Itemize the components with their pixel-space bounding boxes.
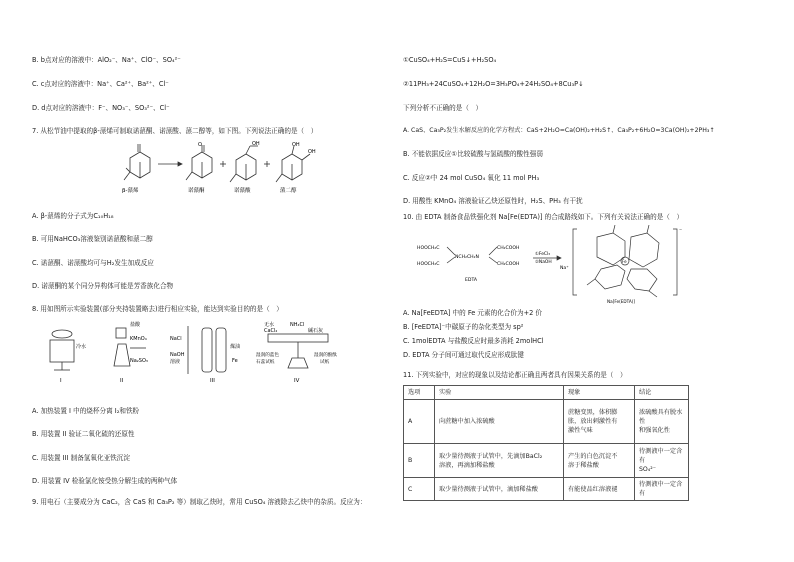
q7-label-nopinic-acid: 诺蒎酸 bbox=[234, 188, 251, 194]
q10-option-c: C. 1molEDTA 与盐酸反应时最多消耗 2molHCl bbox=[403, 337, 544, 345]
q8-option-a: A. 加热装置 I 中的烧杯分离 I₂和铁粉 bbox=[32, 407, 140, 415]
table-cell-line: 激性气味 bbox=[568, 427, 593, 434]
table-header-cell: 实验 bbox=[435, 386, 564, 400]
q9-option-a: A. CaS、Ca₃P₂发生水解反应的化学方程式：CaS+2H₂O=Ca(OH)₂+H₂S↑、Ca₃P₂+6H₂O=3Ca(OH)₂+2PH₃↑ bbox=[403, 127, 715, 134]
q8-label-nh4cl: NH₄Cl bbox=[290, 322, 305, 328]
table-cell-observation bbox=[564, 478, 635, 501]
table-row bbox=[404, 444, 689, 478]
q8-roman-3: III bbox=[210, 378, 215, 384]
q8-option-c: C. 用装置 III 制备氢氧化亚铁沉淀 bbox=[32, 454, 130, 462]
table-cell-line: 溶液，再滴加稀盐酸 bbox=[439, 461, 495, 469]
table-cell-conclusion bbox=[635, 444, 689, 478]
q7-reaction-figure bbox=[112, 140, 322, 202]
table-cell-observation bbox=[564, 400, 635, 444]
q9-option-c: C. 反应②中 24 mol CuSO₄ 氧化 11 mol PH₃ bbox=[403, 174, 540, 182]
q6-option-d: D. d点对应的溶液中：F⁻、NO₃⁻、SO₃²⁻、Cl⁻ bbox=[32, 104, 170, 112]
table-row bbox=[404, 478, 689, 501]
q10-chain: NCH₂CH₂N bbox=[455, 255, 479, 260]
q10-option-b: B. [FeEDTA]⁻中碳原子的杂化类型为 sp² bbox=[403, 323, 524, 331]
table-cell-option: C bbox=[404, 478, 435, 501]
q7-option-c: C. 诺蒎酮、诺蒎酸均可与H₂发生加成反应 bbox=[32, 259, 154, 267]
q8-label-cold-water: 冷水 bbox=[76, 344, 87, 350]
q8-label-kmno4: KMnO₄ bbox=[130, 336, 147, 342]
q9-ask: 下列分析不正确的是（ ） bbox=[403, 104, 483, 112]
table-cell-line: 浓硫酸具有脱水性 bbox=[639, 409, 683, 425]
q8-label-damp-phenolphthalein: 湿润的酚酞 bbox=[314, 353, 337, 358]
q10-option-d: D. EDTA 分子间可通过取代反应形成肽键 bbox=[403, 351, 524, 359]
table-cell-line: 待测液中一定含有 bbox=[639, 481, 683, 497]
q10-hooc-2: HOOCH₂C bbox=[417, 262, 440, 267]
q8-label-soda-lime: 碱石灰 bbox=[308, 328, 324, 334]
q8-label-na2so3: Na₂SO₃ bbox=[130, 358, 148, 364]
q10-option-a: A. Na[FeEDTA] 中的 Fe 元素的化合价为+2 价 bbox=[403, 309, 542, 317]
q8-label-litmus: 石蕊试纸 bbox=[256, 360, 275, 365]
q8-label-test-paper: 试纸 bbox=[320, 360, 330, 365]
question-11: 11. 下列实验中，对应的现象以及结论都正确且两者具有因果关系的是（ ） bbox=[403, 371, 627, 379]
reaction-1: ①CuSO₄+H₂S=CuS↓+H₂SO₄ bbox=[403, 56, 497, 64]
table-header-cell: 选项 bbox=[404, 386, 435, 400]
table-cell-line: 待测液中一定含有 bbox=[639, 448, 683, 464]
q10-edta-label: EDTA bbox=[465, 278, 478, 283]
q8-option-b: B. 用装置 II 验证二氧化硫的还原性 bbox=[32, 430, 135, 438]
table-cell-line: 有能使品红溶液褪 bbox=[568, 485, 618, 493]
q10-ch2cooh-2: CH₂COOH bbox=[497, 262, 520, 267]
q10-hooc-1: HOOCH₂C bbox=[417, 246, 440, 251]
table-header-cell: 结论 bbox=[635, 386, 689, 400]
table-cell-observation bbox=[564, 444, 635, 478]
q7-label-beta-pinene: β-蒎烯 bbox=[122, 188, 139, 194]
svg-text:O: O bbox=[198, 142, 202, 148]
question-7: 7. 从松节油中提取的β-蒎烯可制取诺蒎酮、诺蒎酸、蒎二醇等，如下图。下列说法正确的是（ ） bbox=[32, 127, 318, 135]
table-cell-line: 胀，放出刺激性有 bbox=[568, 418, 618, 425]
q8-label-naoh: NaOH bbox=[170, 352, 185, 358]
q7-option-b: B. 可用NaHCO₃溶液鉴别诺蒎酸和蒎二醇 bbox=[32, 235, 153, 243]
table-header-row bbox=[404, 386, 689, 400]
q8-label-nacl: NaCl bbox=[170, 336, 182, 342]
q8-label-solution: 溶液 bbox=[170, 359, 181, 365]
table-cell-line: 溶于稀盐酸 bbox=[568, 461, 599, 469]
svg-text:OH: OH bbox=[292, 142, 300, 148]
q7-label-pinanediol: 蒎二醇 bbox=[280, 188, 297, 194]
q7-option-a: A. β-蒎烯的分子式为C₁₀H₁₈ bbox=[32, 212, 114, 220]
q10-synthesis-figure bbox=[417, 225, 727, 305]
q6-option-c: C. c点对应的溶液中：Na⁺、Ca²⁺、Ba²⁺、Cl⁻ bbox=[32, 80, 169, 88]
q8-label-hcl: 盐酸 bbox=[130, 322, 141, 328]
q10-minus: ⁻ bbox=[679, 228, 683, 235]
q8-label-fe: Fe bbox=[232, 358, 238, 364]
q8-roman-2: II bbox=[120, 378, 124, 384]
q8-roman-4: IV bbox=[294, 378, 300, 384]
q7-option-d: D. 诺蒎酮的某个同分异构体可能是芳香族化合物 bbox=[32, 282, 174, 290]
reaction-2: ②11PH₃+24CuSO₄+12H₂O=3H₃PO₄+24H₂SO₄+8Cu₃P↓ bbox=[403, 80, 584, 88]
svg-text:OH: OH bbox=[252, 141, 260, 147]
q10-reagent-2: ②NaOH bbox=[535, 260, 552, 265]
q8-label-kerosene: 煤油 bbox=[230, 344, 241, 350]
q9-option-d: D. 用酸性 KMnO₄ 溶液验证乙炔还原性时，H₂S、PH₃ 有干扰 bbox=[403, 197, 583, 205]
q10-fe: Fe bbox=[622, 259, 627, 264]
q10-reagent-1: ①FeCl₃ bbox=[535, 252, 550, 257]
q6-option-b: B. b点对应的溶液中：AlO₂⁻、Na⁺、ClO⁻、SO₄²⁻ bbox=[32, 56, 181, 64]
table-cell-option: A bbox=[404, 400, 435, 444]
question-9: 9. 用电石（主要成分为 CaC₂，含 CaS 和 Ca₃P₂ 等）制取乙炔时，常用 CuSO₄ 溶液除去乙炔中的杂质。反应为： bbox=[32, 498, 367, 506]
q9-option-b: B. 不能依据反应①比较硫酸与氢硫酸的酸性强弱 bbox=[403, 150, 543, 158]
q10-product-label: Na[Fe(EDTA)] bbox=[607, 299, 635, 304]
svg-text:OH: OH bbox=[308, 149, 316, 155]
table-cell-option: B bbox=[404, 444, 435, 478]
table-cell-experiment: 向蔗糖中加入浓硫酸 bbox=[435, 400, 564, 444]
table-header-cell: 现象 bbox=[564, 386, 635, 400]
q8-apparatus-figure bbox=[38, 318, 378, 386]
q10-ch2cooh-1: CH₂COOH bbox=[497, 246, 520, 251]
table-row bbox=[404, 400, 689, 444]
table-cell-line: 取少量待测液于试管中，先滴加BaCl₂ bbox=[439, 452, 543, 460]
q8-label-cacl2: CaCl₂ bbox=[264, 328, 278, 334]
q8-option-d: D. 用装置 IV 检验氯化铵受热分解生成的两种气体 bbox=[32, 477, 178, 485]
q10-na-plus: Na⁺ bbox=[560, 266, 569, 271]
q8-roman-1: I bbox=[60, 378, 62, 384]
table-cell-line: 蔗糖变黑，体积膨 bbox=[568, 409, 618, 416]
q7-label-nopinone: 诺蒎酮 bbox=[188, 188, 205, 194]
table-cell-conclusion bbox=[635, 400, 689, 444]
q8-label-anhydrous: 无水 bbox=[264, 322, 275, 328]
q11-options-table bbox=[403, 385, 689, 501]
table-cell-experiment: 取少量待测液于试管中，滴加稀盐酸 bbox=[435, 478, 564, 501]
question-10: 10. 由 EDTA 制备食品铁强化剂 Na[Fe(EDTA)] 的合成路线如下。下列有关说法正确的是（ ） bbox=[403, 213, 684, 221]
table-cell-experiment bbox=[435, 444, 564, 478]
question-8: 8. 用如图所示实验装置(部分夹持装置略去)进行相应实验，能达到实验目的的是（ ） bbox=[32, 305, 283, 313]
table-cell-line: 和强氧化性 bbox=[639, 427, 670, 434]
q8-label-damp-blue: 湿润的蓝色 bbox=[256, 353, 279, 358]
table-cell-line: SO₄²⁻ bbox=[639, 466, 657, 473]
table-cell-conclusion bbox=[635, 478, 689, 501]
table-cell-line: 产生的白色沉淀不 bbox=[568, 452, 618, 460]
